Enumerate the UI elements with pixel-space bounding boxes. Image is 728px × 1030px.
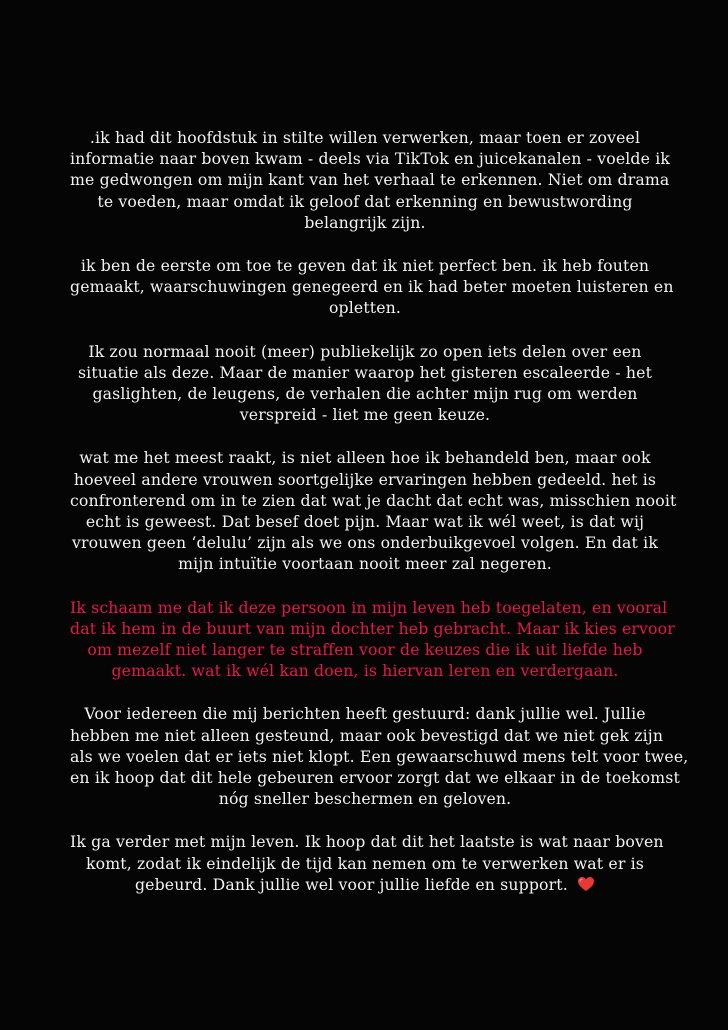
text-line: Ik zou normaal nooit (meer) publiekelijk zo open iets delen over een bbox=[88, 341, 642, 361]
text-line: Ik ga verder met mijn leven. Ik hoop dat dit het laatste is wat naar boven bbox=[70, 832, 664, 852]
text-line: confronterend om in te zien dat wat je dacht dat echt was, misschien nooit bbox=[70, 490, 677, 510]
highlight-line: Ik schaam me dat ik deze persoon in mijn leven heb toegelaten, en vooral bbox=[70, 597, 668, 617]
paragraph-intro bbox=[70, 127, 671, 233]
text-line: gaslighten, de leugens, de verhalen die achter mijn rug om werden bbox=[92, 384, 638, 404]
red-heart-icon bbox=[577, 876, 595, 892]
highlight-line: dat ik hem in de buurt van mijn dochter heb gebracht. Maar ik kies ervoor bbox=[70, 618, 675, 638]
text-line: hoeveel andere vrouwen soortgelijke ervaringen hebben gedeeld. het is bbox=[73, 469, 657, 489]
text-line: informatie naar boven kwam - deels via TikTok en juicekanalen - voelde ik bbox=[70, 149, 671, 169]
text-line: vrouwen geen ‘delulu’ zijn als we ons onderbuikgevoel volgen. En dat ik bbox=[72, 533, 658, 553]
paragraph-closing bbox=[70, 831, 664, 895]
text-line: gemaakt, waarschuwingen genegeerd en ik had beter moeten luisteren en bbox=[70, 277, 674, 297]
text-line: echt is geweest. Dat besef doet pijn. Maar wat ik wél weet, is dat wij bbox=[85, 512, 645, 532]
text-line: ik ben de eerste om toe te geven dat ik niet perfect ben. ik heb fouten bbox=[80, 256, 650, 276]
highlight-line: gemaakt. wat ik wél kan doen, is hiervan leren en verdergaan. bbox=[111, 661, 619, 681]
text-line: Voor iedereen die mij berichten heeft gestuurd: dank jullie wel. Jullie bbox=[84, 704, 646, 724]
text-line: te voeden, maar omdat ik geloof dat erkenning en bewustwording bbox=[97, 191, 633, 211]
closing-text: gebeurd. Dank jullie wel voor jullie liefde en support. bbox=[134, 874, 568, 894]
text-line: mijn intuïtie voortaan nooit meer zal negeren. bbox=[178, 554, 552, 574]
text-line: wat me het meest raakt, is niet alleen hoe ik behandeld ben, maar ook bbox=[79, 448, 651, 468]
paragraph-escalation bbox=[70, 341, 660, 426]
highlighted-paragraph bbox=[70, 597, 675, 682]
text-line: verspreid - liet me geen keuze. bbox=[239, 405, 491, 425]
text-line: .ik had dit hoofdstuk in stilte willen verwerken, maar toen er zoveel bbox=[89, 128, 641, 147]
paragraph-reflection bbox=[70, 447, 677, 574]
text-line: nóg sneller beschermen en geloven. bbox=[218, 789, 512, 809]
closing-line bbox=[70, 874, 660, 895]
text-line: hebben me niet alleen gesteund, maar ook bevestigd dat we niet gek zijn bbox=[70, 725, 664, 745]
text-line: opletten. bbox=[328, 298, 402, 318]
text-line: en ik hoop dat dit hele gebeuren ervoor zorgt dat we elkaar in de toekomst bbox=[70, 768, 680, 788]
text-line: me gedwongen om mijn kant van het verhaal te erkennen. Niet om drama bbox=[70, 170, 670, 190]
text-line: komt, zodat ik eindelijk de tijd kan nemen om te verwerken wat er is bbox=[86, 853, 644, 873]
story-text-card bbox=[70, 127, 689, 917]
text-line: situatie als deze. Maar de manier waarop het gisteren escaleerde - het bbox=[77, 362, 653, 382]
paragraph-admission bbox=[70, 255, 674, 319]
text-line: belangrijk zijn. bbox=[304, 212, 426, 232]
highlight-line: om mezelf niet langer te straffen voor de keuzes die ik uit liefde heb bbox=[87, 640, 643, 660]
paragraph-thanks bbox=[70, 703, 689, 809]
text-line: als we voelen dat er iets niet klopt. Een gewaarschuwd mens telt voor twee, bbox=[70, 746, 689, 766]
